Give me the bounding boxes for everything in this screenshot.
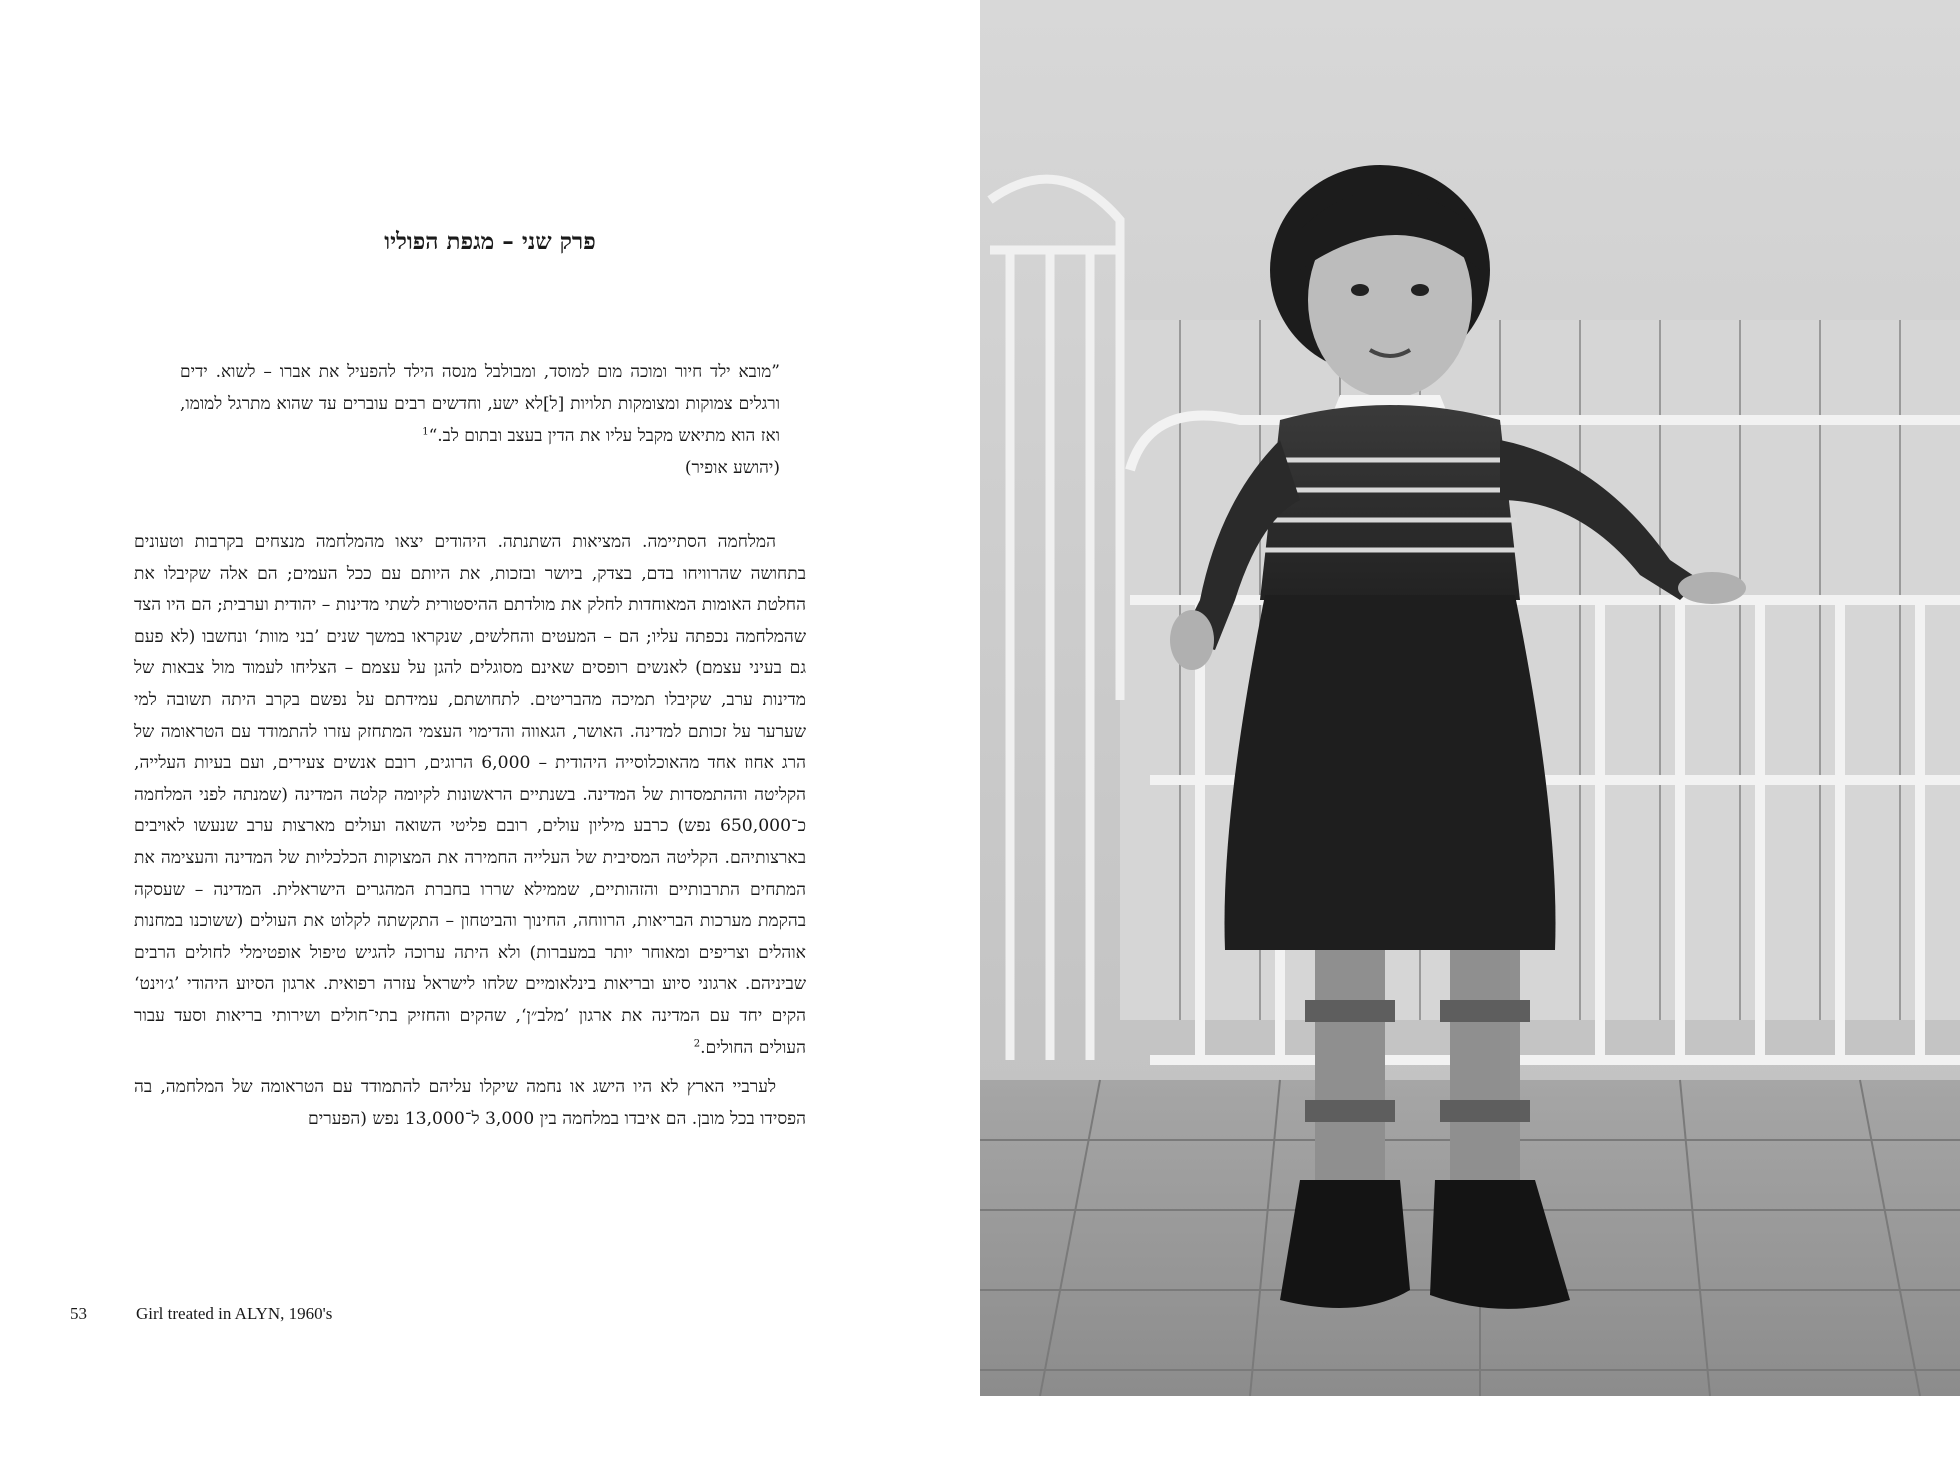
body-footnote-mark: 2 xyxy=(693,1037,701,1049)
epigraph xyxy=(180,356,780,484)
body-paragraph-1 xyxy=(134,527,806,1064)
body-paragraph-1-text: המלחמה הסתיימה. המציאות השתנתה. היהודים יצאו מהמלחמה מנצחים בקרבות וטעונים בתחושה שהרוויחו בדם, בצדק, ביושר ובזכות, את היותם עם ככל העמים; הם אלה שקיבלו את החלטת האומות המאוחדות לחלק את מולדתם ההיסטורית לשתי מדינות – יהודית וערבית; הם היו הצד שהמלחמה נכפתה עליו; הם – המעטים והחלשים, שנקראו במשך שנים ’בני מוות‘ ונחשבו (לא פעם גם בעיני עצמם) לאנשים רופסים שאינם מסוגלים להגן על עצמם – הצליחו לעמוד מול צבאות של מדינות ערב, שקיבלו תמיכה מהבריטים. לתחושתם, עמידתם על נפשם בקרב היתה תשובה למי שערער על זכותם למדינה. האושר, הגאווה והדימוי העצמי המתחזק עזרו להתמודד עם הטראומה של הרג אחוז אחד מהאוכלוסייה היהודית – 6,000 הרוגים, רובם אנשים צעירים, ועם בעיות העלייה, הקליטה וההתמסדות של המדינה. בשנתיים הראשונות לקיומה קלטה המדינה (שמנתה לפני המלחמה כ־650,000 נפש) כרבע מיליון עולים, רובם פליטי השואה ועולים מארצות ערב שנעשו לאויבים בארצותיהם. הקליטה המסיבית של העלייה החמירה את המצוקות הכלכליות של המדינה והעצימה את המתחים התרבותיים והזהותיים, שממילא שררו בחברת המהגרים הישראלית. המדינה – שעסקה בהקמת מערכות הבריאות, הרווחה, החינוך והביטחון – התקשתה לקלוט את העולים (ששוכנו במחנות אוהלים וצריפים ומאוחר יותר במעברות) ולא היתה ערוכה להגיש טיפול אופטימלי לחולים הרבים שביניהם. ארגוני סיוע ובריאות בינלאומיים שלחו לישראל עזרה רפואית. ארגון הסיוע היהודי ’ג׳וינט‘ הקים יחד עם המדינה את ארגון ’מלב״ן‘, שהקים והחזיק בתי־חולים ושירותי בריאות וסעד עבור העולים החולים. xyxy=(134,532,806,1058)
page-number: 53 xyxy=(70,1304,87,1323)
epigraph-quote-text: ”מובא ילד חיור ומוכה מום למוסד, ומבולבל מנסה הילד להפעיל את אברו – לשוא. ידים ורגלים צמוקות ומצומקות תלויות [ל]לא ישע, וחדשים רבים עוברים עד שהוא מתרגל למומו, ואז הוא מתיאש מקבל עליו את הדין בעצב ובתום לב.“ xyxy=(180,362,780,446)
chapter-title: פרק שני – מגפת הפוליו xyxy=(384,228,596,255)
photo-caption-english: Girl treated in ALYN, 1960's xyxy=(136,1304,333,1323)
body-text xyxy=(134,527,806,1143)
body-paragraph-2: לערביי הארץ לא היו הישג או נחמה שיקלו עליהם להתמודד עם הטראומה של המלחמה, בה הפסידו בכל מובן. הם איבדו במלחמה בין 3,000 ל־13,000 נפש (הפערים xyxy=(134,1077,806,1129)
epigraph-attribution: (יהושע אופיר) xyxy=(684,458,780,478)
photo-illustration xyxy=(980,0,1960,1396)
photo-girl-leg-braces xyxy=(980,0,1960,1396)
epigraph-quote xyxy=(180,356,780,452)
epigraph-footnote-mark: 1 xyxy=(422,426,429,438)
text-page xyxy=(0,0,980,1396)
